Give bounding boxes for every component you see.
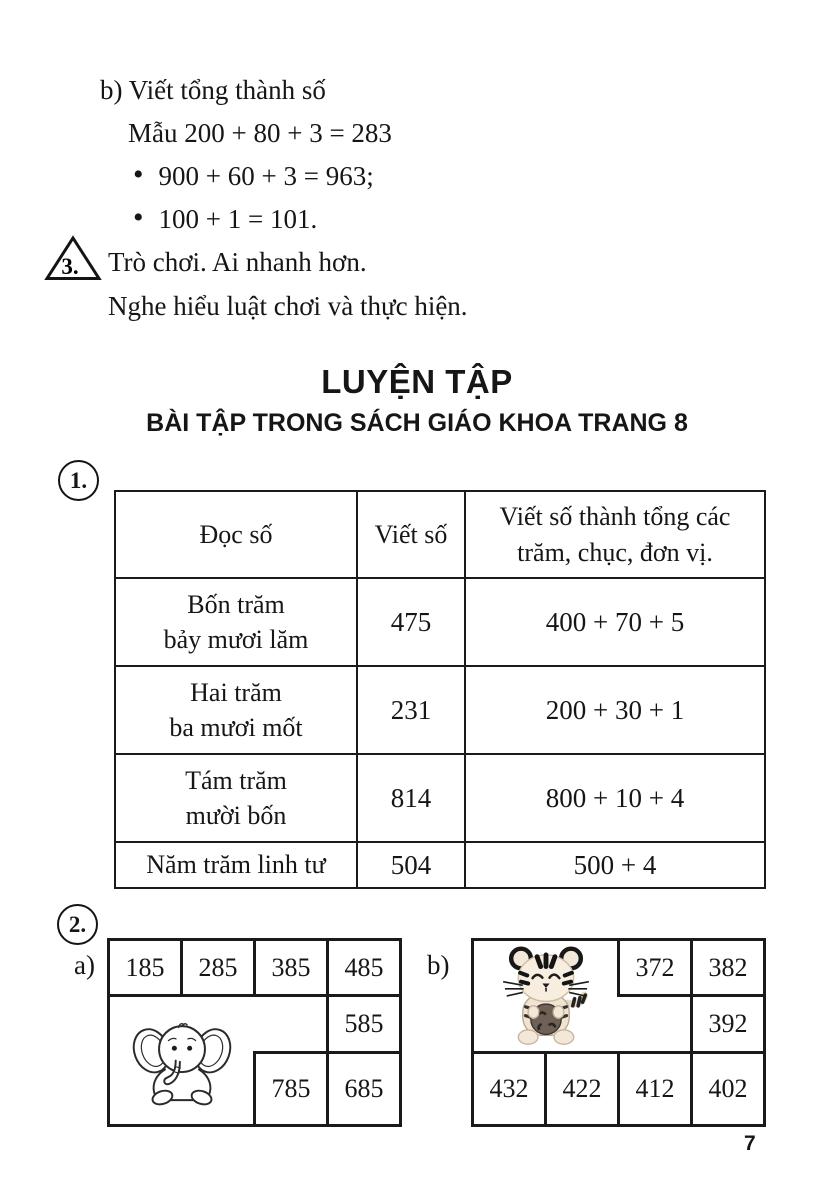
cell-tong: 400 + 70 + 5 — [465, 578, 765, 666]
grid-image-cell — [109, 996, 255, 1126]
exercise-3-number: 3. — [61, 254, 79, 279]
grid-cell: 372 — [619, 940, 692, 996]
bullet-item — [133, 200, 318, 237]
header-viet-so: Viết số — [357, 491, 465, 578]
game-instruction: Nghe hiểu luật chơi và thực hiện. — [108, 291, 468, 321]
header-doc-so: Đọc số — [115, 491, 357, 578]
grid-cell: 785 — [255, 1053, 328, 1126]
exercise-2-grid-a — [107, 938, 402, 1127]
exercise-1-badge — [58, 460, 99, 501]
cell-viet-so: 231 — [357, 666, 465, 754]
cell-tong: 200 + 30 + 1 — [465, 666, 765, 754]
cell-doc-so: Năm trăm linh tư — [115, 842, 357, 888]
grid-empty-cell — [619, 996, 692, 1053]
grid-cell: 422 — [546, 1053, 619, 1126]
exercise-2-number: 2. — [68, 911, 87, 937]
exercise-2-badge — [57, 904, 98, 945]
bullet-text: 100 + 1 = 101. — [158, 204, 318, 234]
bullet-text: 900 + 60 + 3 = 963; — [158, 161, 374, 191]
exercise-1-number: 1. — [69, 467, 88, 493]
cell-doc-so: Tám trăm mười bốn — [115, 754, 357, 842]
grid-cell: 285 — [182, 940, 255, 996]
table-row — [115, 754, 765, 842]
grid-cell: 382 — [692, 940, 765, 996]
practice-title: LUYỆN TẬP — [321, 363, 513, 400]
exercise-2-grid-b — [471, 938, 766, 1127]
grid-row — [473, 1053, 765, 1126]
exercise-3-triangle-badge — [44, 235, 102, 281]
grid-cell: 392 — [692, 996, 765, 1053]
grid-empty-cell — [255, 996, 328, 1053]
grid-cell: 385 — [255, 940, 328, 996]
game-title: Trò chơi. Ai nhanh hơn. — [108, 247, 367, 277]
grid-cell: 402 — [692, 1053, 765, 1126]
cell-viet-so: 504 — [357, 842, 465, 888]
table-row — [115, 578, 765, 666]
elephant-image — [131, 1013, 233, 1109]
grid-cell: 685 — [328, 1053, 401, 1126]
bullet-icon: • — [133, 200, 144, 234]
grid-cell: 432 — [473, 1053, 546, 1126]
grid-b-label: b) — [427, 950, 450, 980]
grid-image-cell — [473, 940, 619, 1053]
cell-viet-so: 814 — [357, 754, 465, 842]
cell-tong: 500 + 4 — [465, 842, 765, 888]
grid-a-label: a) — [74, 950, 95, 980]
bullet-item — [133, 157, 374, 194]
section-b-example: Mẫu 200 + 80 + 3 = 283 — [128, 118, 392, 148]
cell-viet-so: 475 — [357, 578, 465, 666]
exercise-1-table — [114, 490, 766, 889]
grid-cell: 485 — [328, 940, 401, 996]
cell-doc-so: Hai trăm ba mươi mốt — [115, 666, 357, 754]
table-row — [115, 842, 765, 888]
grid-row — [473, 940, 765, 996]
bullet-icon: • — [133, 157, 144, 191]
header-tong: Viết số thành tổng các trăm, chục, đơn vị. — [465, 491, 765, 578]
grid-cell: 185 — [109, 940, 182, 996]
grid-row — [109, 996, 401, 1053]
page-number: 7 — [744, 1132, 756, 1155]
table-row — [115, 666, 765, 754]
practice-subtitle: BÀI TẬP TRONG SÁCH GIÁO KHOA TRANG 8 — [146, 409, 688, 437]
grid-cell: 585 — [328, 996, 401, 1053]
tiger-image — [496, 942, 596, 1050]
cell-doc-so: Bốn trăm bảy mươi lăm — [115, 578, 357, 666]
table-header-row — [115, 491, 765, 578]
section-b-heading: b) Viết tổng thành số — [100, 75, 326, 105]
grid-cell: 412 — [619, 1053, 692, 1126]
grid-row — [109, 940, 401, 996]
cell-tong: 800 + 10 + 4 — [465, 754, 765, 842]
